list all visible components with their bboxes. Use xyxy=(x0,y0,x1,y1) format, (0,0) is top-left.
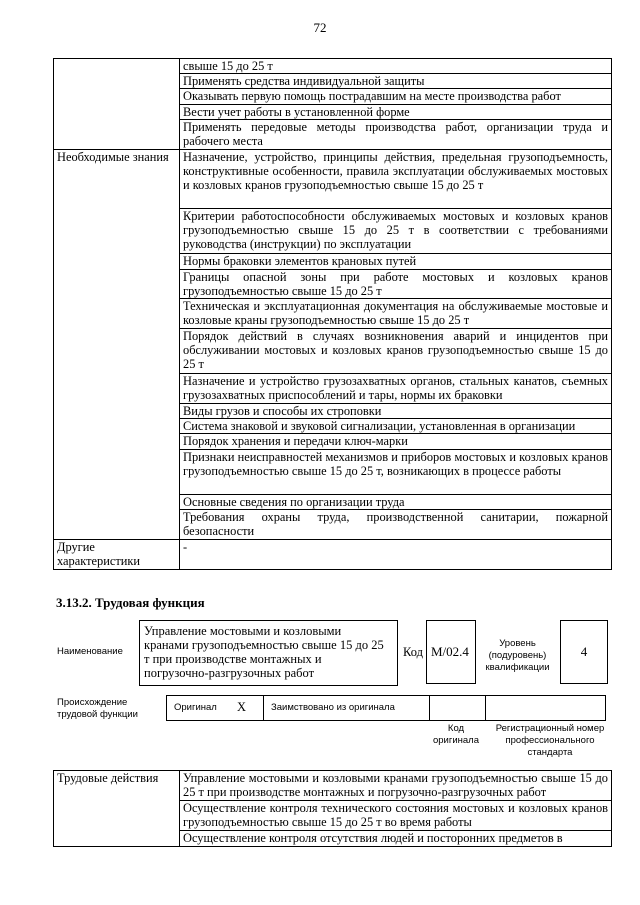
table-cell-text: Требования охраны труда, производственной санитарии, пожарной безопасности xyxy=(180,510,612,540)
original-label: Оригинал xyxy=(174,702,217,713)
table-cell-text: Применять средства индивидуальной защиты xyxy=(180,74,612,89)
code-value: M/02.4 xyxy=(431,644,469,659)
origin-box xyxy=(166,695,606,721)
table-cell-text: Система знаковой и звуковой сигнализации, установленная в организации xyxy=(180,419,612,434)
table-cell-text: Назначение и устройство грузозахватных органов, стальных канатов, съемных грузозахватных приспособлений и тары, нормы их браковки xyxy=(180,374,612,404)
table-cell-text: Техническая и эксплуатационная документация на обслуживаемые мостовые и козловые краны грузоподъемностью свыше 15 до 25 т xyxy=(180,299,612,329)
code-label: Код xyxy=(403,645,423,659)
borrowed-label: Заимствовано из оригинала xyxy=(271,702,395,713)
section-heading: 3.13.2. Трудовая функция xyxy=(56,595,205,610)
origin-divider xyxy=(429,696,430,720)
table-cell-text: Порядок хранения и передачи ключ-марки xyxy=(180,434,612,450)
original-mark: X xyxy=(237,700,247,714)
name-box xyxy=(139,620,398,686)
table-cell-text: Оказывать первую помощь пострадавшим на месте производства работ xyxy=(180,89,612,105)
page-number: 72 xyxy=(313,20,327,35)
table-cell-text: Назначение, устройство, принципы действия, предельная грузоподъемность, конструктивные особенности, правила эксплуатации обслуживаемых мостовых и козловых кранов грузоподъемностью свыше 15 до 25 т xyxy=(180,150,612,209)
code-box xyxy=(426,620,476,684)
table-cell-text: Критерии работоспособности обслуживаемых мостовых и козловых кранов грузоподъемностью свыше 15 до 25 т в соответствии с требованиями руководства (инструкции) по эксплуатации xyxy=(180,209,612,254)
origin-divider xyxy=(263,696,264,720)
empty-label-cell xyxy=(54,59,180,150)
table-cell-text: Вести учет работы в установленной форме xyxy=(180,105,612,120)
level-label: Уровень (подуровень) квалификации xyxy=(485,638,550,673)
row-label-knowledge: Необходимые знания xyxy=(54,150,180,540)
origin-divider xyxy=(485,696,486,720)
row-label-other: Другие характеристики xyxy=(54,540,180,570)
table-cell-text: Признаки неисправностей механизмов и приборов мостовых и козловых кранов грузоподъемностью свыше 15 до 25 т, возникающих в процессе работы xyxy=(180,450,612,495)
table-cell-text: Осуществление контроля технического состояния мостовых и козловых кранов грузоподъемностью свыше 15 до 25 т во время работы xyxy=(180,801,612,831)
origin-label: Происхождение трудовой функции xyxy=(57,697,138,720)
table-cell-text: Виды грузов и способы их строповки xyxy=(180,404,612,419)
name-label: Наименование xyxy=(57,646,123,657)
skills-knowledge-table xyxy=(53,58,612,570)
table-cell-text: свыше 15 до 25 т xyxy=(180,59,612,74)
table-cell-text: Порядок действий в случаях возникновения аварий и инцидентов при обслуживании мостовых и козловых кранов грузоподъемностью свыше 15 до 25 т xyxy=(180,329,612,374)
table-cell-text: Применять передовые методы производства работ, организации труда и рабочего места xyxy=(180,120,612,150)
table-cell-text: Осуществление контроля отсутствия людей и посторонних предметов в xyxy=(180,831,612,847)
table-cell-text: Границы опасной зоны при работе мостовых и козловых кранов грузоподъемностью свыше 15 до 25 т xyxy=(180,270,612,299)
labor-actions-table xyxy=(53,770,612,847)
reg-number-label: Регистрационный номер профессионального стандарта xyxy=(495,723,605,758)
table-cell-text: Нормы браковки элементов крановых путей xyxy=(180,254,612,270)
table-cell-text: Управление мостовыми и козловыми кранами грузоподъемностью свыше 15 до 25 т при производстве монтажных и погрузочно-разгрузочных работ xyxy=(180,771,612,801)
level-box xyxy=(560,620,608,684)
orig-code-label: Код оригинала xyxy=(432,723,479,746)
table-cell-text: - xyxy=(180,540,612,570)
level-value: 4 xyxy=(580,644,588,659)
name-value: Управление мостовыми и козловыми кранами грузоподъемностью свыше 15 до 25 т при производстве монтажных и погрузочно-разгрузочных работ xyxy=(144,624,384,680)
row-label-actions: Трудовые действия xyxy=(54,771,180,847)
table-cell-text: Основные сведения по организации труда xyxy=(180,495,612,510)
